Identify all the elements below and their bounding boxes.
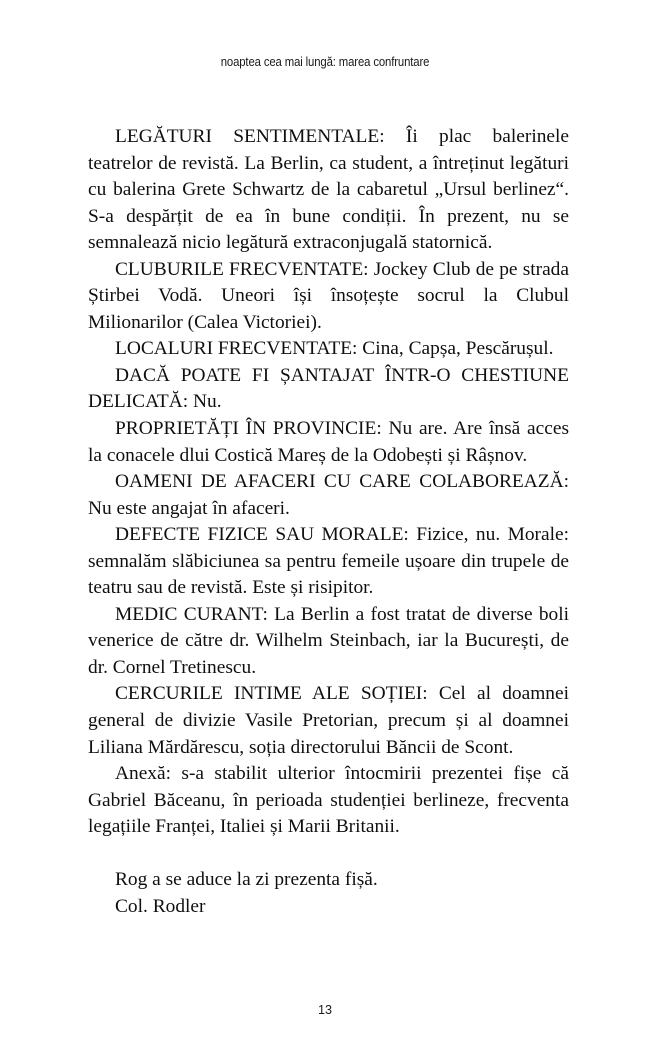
body-text-block bbox=[88, 124, 569, 920]
paragraph: OAMENI DE AFACERI CU CARE COLABOREAZĂ: Nu este angajat în afaceri. bbox=[88, 471, 569, 519]
paragraph: CLUBURILE FRECVENTATE: Jockey Club de pe strada Știrbei Vodă. Uneori își însoțește socrul la Clubul Milionarilor (Calea Victoriei). bbox=[88, 258, 569, 333]
paragraph: Anexă: s-a stabilit ulterior întocmirii prezentei fișe că Gabriel Băceanu, în perioada studenției berlineze, frecventa legațiile Franței, Italiei și Marii Britanii. bbox=[88, 763, 569, 838]
page-number: 13 bbox=[317, 1003, 332, 1017]
paragraph: LEGĂTURI SENTIMENTALE: Îi plac balerinele teatrelor de revistă. La Berlin, ca student, a întreținut legături cu balerina Grete Schwartz de la cabaretul „Ursul berlinez“. S-a despărțit de ea în bune condiții. În prezent, nu se semnalează nicio legătură extraconjugală statornică. bbox=[88, 126, 569, 254]
running-head: noaptea cea mai lungă: marea confruntare bbox=[220, 54, 430, 69]
closing-block bbox=[88, 867, 569, 920]
paragraph: CERCURILE INTIME ALE SOȚIEI: Cel al doamnei general de divizie Vasile Pretorian, precum și al doamnei Liliana Mărdărescu, soția directorului Băncii de Scont. bbox=[88, 683, 569, 758]
paragraph: LOCALURI FRECVENTATE: Cina, Capșa, Pescărușul. bbox=[115, 338, 554, 360]
paragraph: DEFECTE FIZICE SAU MORALE: Fizice, nu. Morale: semnalăm slăbiciunea sa pentru femeile ușoare din trupele de teatru sau de revistă. Este și risipitor. bbox=[88, 524, 569, 599]
closing-line: Rog a se aduce la zi prezenta fișă. bbox=[115, 869, 378, 891]
closing-line: Col. Rodler bbox=[115, 895, 206, 917]
paragraph: MEDIC CURANT: La Berlin a fost tratat de diverse boli venerice de către dr. Wilhelm Steinbach, iar la București, de dr. Cornel Tretinescu. bbox=[88, 603, 569, 678]
paragraph: PROPRIETĂȚI ÎN PROVINCIE: Nu are. Are însă acces la conacele dlui Costică Mareș de la Odobești și Râșnov. bbox=[88, 418, 569, 466]
paragraph: DACĂ POATE FI ȘANTAJAT ÎNTR-O CHESTIUNE DELICATĂ: Nu. bbox=[88, 364, 569, 413]
